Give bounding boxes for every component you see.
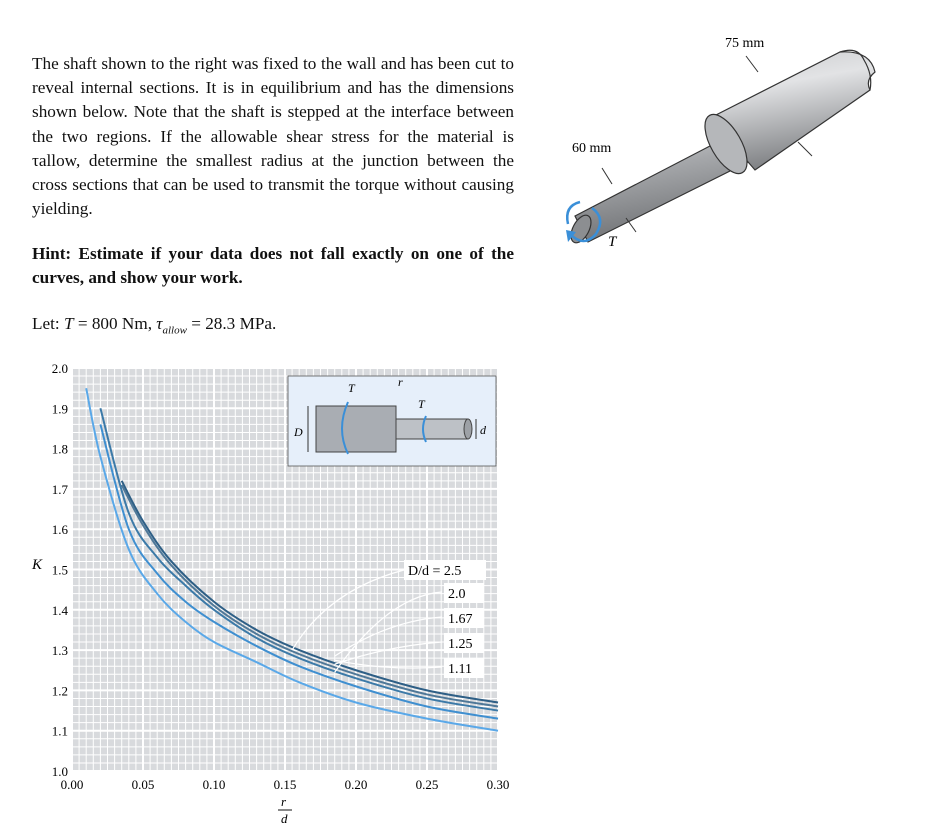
hint-text: Hint: Estimate if your data does not fall exactly on one of the curves, and show your work. [32, 244, 514, 287]
given-prefix: Let: [32, 314, 64, 333]
y-tick-label: 1.6 [51, 522, 68, 538]
y-tick-label: 1.8 [51, 441, 68, 457]
given-values [32, 314, 276, 336]
y-tick-label: 1.7 [51, 481, 68, 497]
torque-label: T [608, 234, 617, 250]
large-dim-leader-2 [798, 142, 812, 156]
y-tick-label: 2.0 [51, 361, 68, 376]
y-tick-label: 1.5 [51, 562, 68, 578]
x-tick-label: 0.10 [202, 777, 226, 792]
inset-diagram [288, 375, 496, 466]
problem-statement: The shaft shown to the right was fixed to the wall and has been cut to reveal internal sections. It is in equilibrium and has the dimensions shown below. Note that the shaft is stepped at the interface between the two regions. If the allowable shear stress for the material is τallow, determine the smallest radius at the junction between the cross sections that can be used to transmit the torque without causing yielding. [32, 54, 514, 219]
given-tau-symbol: τ [156, 314, 163, 333]
given-t-symbol: T [63, 314, 74, 333]
legend-header: D/d = 2.5 [408, 564, 462, 579]
x-tick-label: 0.00 [60, 777, 84, 792]
y-tick-labels [52, 361, 69, 779]
chart-svg [28, 350, 548, 825]
x-axis-label-denominator: d [281, 811, 288, 825]
large-dim-leader [746, 56, 758, 72]
inset-end-face [464, 419, 472, 439]
legend-label: 1.25 [448, 637, 473, 652]
inset-small-section [396, 419, 468, 439]
small-diameter-label: 60 mm [572, 141, 612, 156]
inset-large-section [316, 406, 396, 452]
small-dim-leader [602, 168, 612, 184]
legend-label: 2.0 [448, 587, 466, 602]
y-tick-label: 1.9 [51, 401, 68, 417]
y-tick-label: 1.2 [51, 683, 68, 699]
x-tick-label: 0.25 [415, 777, 439, 792]
inset-label-T-left: T [348, 381, 355, 395]
y-tick-label: 1.3 [51, 643, 68, 659]
inset-label-r: r [398, 375, 403, 389]
inset-label-D: D [294, 425, 303, 439]
x-tick-label: 0.15 [273, 777, 297, 792]
given-tau-value: = 28.3 MPa. [186, 314, 277, 333]
stress-concentration-chart [28, 350, 548, 825]
y-tick-label: 1.4 [51, 602, 68, 618]
y-tick-label: 1.1 [51, 723, 68, 739]
given-tau-subscript: allow [162, 324, 187, 337]
legend-label: 1.11 [448, 662, 472, 677]
inset-label-T-right: T [418, 397, 425, 411]
y-axis-label: K [32, 557, 43, 573]
given-t-value: = 800 Nm, [73, 314, 157, 333]
x-axis-label-numerator: r [281, 794, 287, 809]
large-diameter-label: 75 mm [725, 36, 765, 51]
x-tick-label: 0.30 [486, 777, 510, 792]
x-tick-label: 0.20 [344, 777, 368, 792]
shaft-illustration [540, 20, 900, 260]
inset-label-d: d [480, 423, 486, 437]
x-tick-label: 0.05 [131, 777, 155, 792]
x-tick-labels [61, 777, 510, 792]
legend-label: 1.67 [448, 612, 473, 627]
y-tick-label: 1.0 [51, 764, 68, 779]
